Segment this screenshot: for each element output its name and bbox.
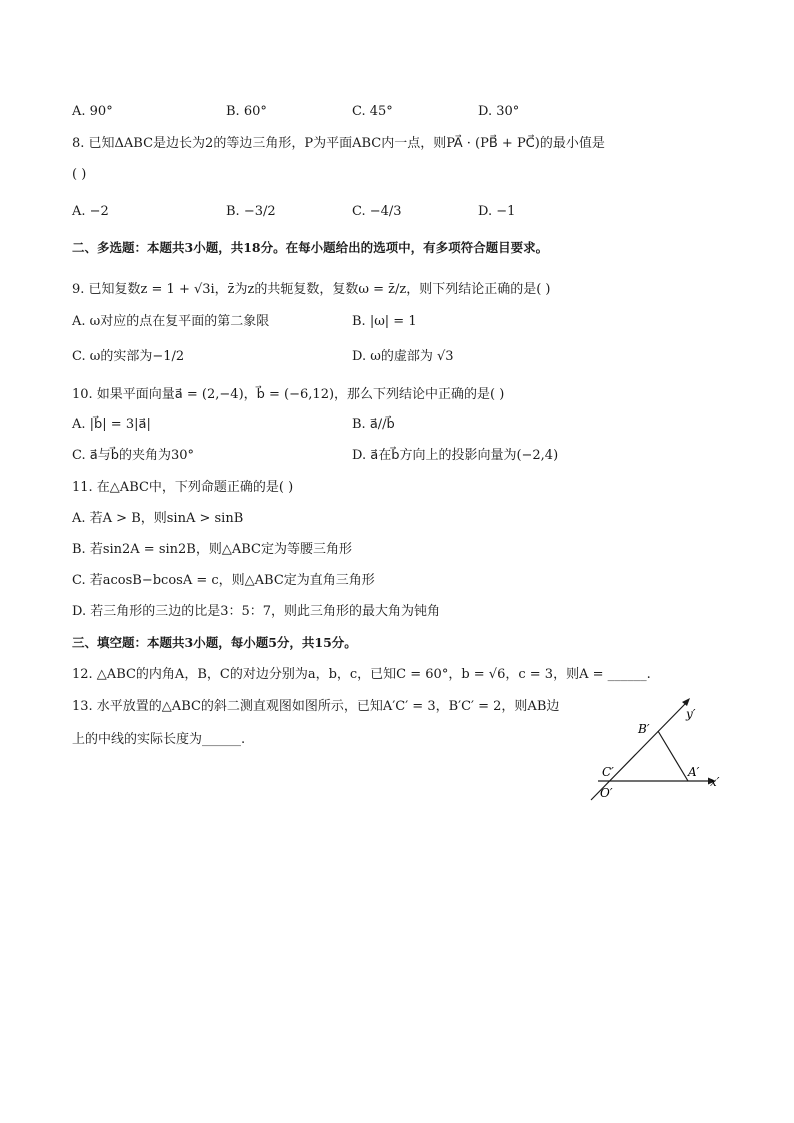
q10-option-c: C. a⃗与b⃗的夹角为30°	[72, 448, 195, 463]
q7-option-a: A. 90°	[72, 104, 113, 119]
oblique-projection-figure	[582, 694, 732, 804]
q11-option-d: D. 若三角形的三边的比是3：5：7，则此三角形的最大角为钝角	[72, 604, 441, 619]
label-x: x′	[710, 775, 720, 789]
q9-option-c: C. ω的实部为−1/2	[72, 349, 185, 364]
q11-option-b: B. 若sin2A = sin2B，则△ABC定为等腰三角形	[72, 542, 352, 557]
q9-option-b: B. |ω| = 1	[352, 314, 417, 329]
label-b: B′	[638, 722, 650, 736]
q9-option-a: A. ω对应的点在复平面的第二象限	[72, 314, 270, 329]
q10-option-a: A. |b⃗| = 3|a⃗|	[72, 417, 151, 432]
q8-option-b: B. −3/2	[226, 204, 276, 219]
q8-option-c: C. −4/3	[352, 204, 402, 219]
q10-stem: 10. 如果平面向量a⃗ = (2,−4)，b⃗ = (−6,12)，那么下列结论中正确的是( )	[72, 387, 505, 402]
q7-option-b: B. 60°	[226, 104, 267, 119]
q10-option-b: B. a⃗//b⃗	[352, 417, 395, 432]
label-a: A′	[688, 765, 700, 779]
q10-option-d: D. a⃗在b⃗方向上的投影向量为(−2,4)	[352, 448, 559, 463]
label-c: C′	[602, 765, 614, 779]
q9-option-d: D. ω的虚部为 √3	[352, 349, 454, 364]
q11-stem: 11. 在△ABC中，下列命题正确的是( )	[72, 480, 294, 495]
q13-line-2: 上的中线的实际长度为______.	[72, 732, 246, 747]
q8-stem: 8. 已知ΔABC是边长为2的等边三角形，P为平面ABC内一点，则PA⃗ · (PB⃗ + PC⃗)的最小值是	[72, 136, 605, 151]
q8-paren: ( )	[72, 167, 87, 182]
q11-option-c: C. 若acosB−bcosA = c，则△ABC定为直角三角形	[72, 573, 375, 588]
segment-b-a	[658, 731, 688, 781]
label-y: y′	[686, 707, 696, 721]
q7-option-c: C. 45°	[352, 104, 393, 119]
q8-option-d: D. −1	[478, 204, 516, 219]
y-axis-arrowhead	[682, 698, 690, 706]
section-heading-fill-in: 三、填空题：本题共3小题，每小题5分，共15分。	[72, 635, 357, 650]
q13-line-1: 13. 水平放置的△ABC的斜二测直观图如图所示，已知A′C′ = 3，B′C′ = 2，则AB边	[72, 699, 560, 714]
q9-stem: 9. 已知复数z = 1 + √3i，z̄为z的共轭复数，复数ω = z̄/z，则下列结论正确的是( )	[72, 282, 551, 297]
q8-option-a: A. −2	[72, 204, 109, 219]
q12-stem: 12. △ABC的内角A，B，C的对边分别为a，b，c，已知C = 60°，b = √6，c = 3，则A = ______.	[72, 667, 651, 682]
label-o: O′	[600, 786, 613, 800]
q11-option-a: A. 若A > B，则sinA > sinB	[72, 511, 244, 526]
q7-option-d: D. 30°	[478, 104, 520, 119]
section-heading-multi-choice: 二、多选题：本题共3小题，共18分。在每小题给出的选项中，有多项符合题目要求。	[72, 240, 549, 255]
